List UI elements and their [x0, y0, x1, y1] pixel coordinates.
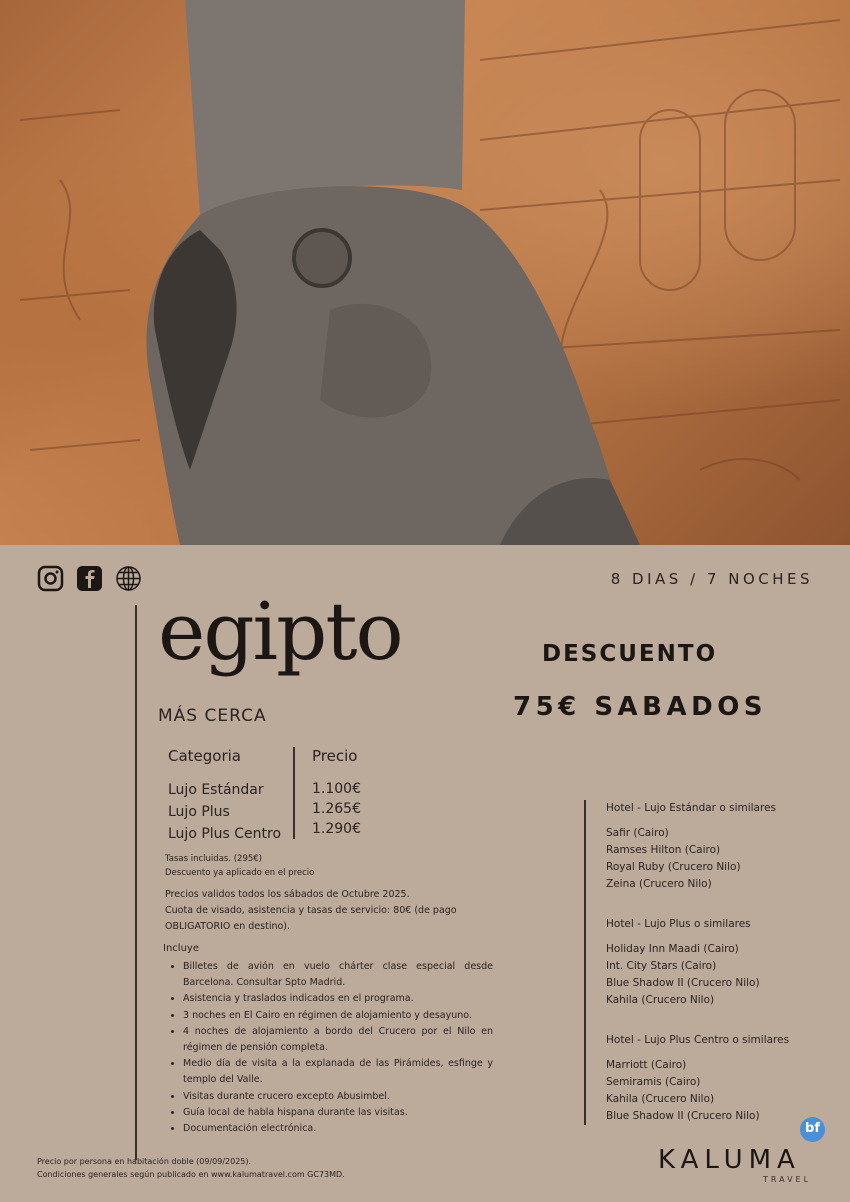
- hero-illustration: [0, 0, 850, 545]
- hotel-group-standard: [606, 800, 776, 893]
- price-table-divider: [293, 747, 295, 839]
- price-table-header-price: Precio: [312, 747, 358, 765]
- price-category: Lujo Estándar: [168, 782, 264, 798]
- social-links: [37, 565, 142, 592]
- hotel-item: Semiramis (Cairo): [606, 1076, 701, 1088]
- facebook-icon[interactable]: [76, 565, 103, 592]
- instagram-icon[interactable]: [37, 565, 64, 592]
- discount-applied: Descuento ya aplicado en el precio: [165, 868, 315, 878]
- hero-image-horus-statue: [0, 0, 850, 545]
- validity-dates: Precios validos todos los sábados de Octubre 2025.: [165, 889, 410, 900]
- price-category: Lujo Plus: [168, 804, 230, 820]
- hotel-item: Zeina (Crucero Nilo): [606, 878, 712, 890]
- price-category: Lujo Plus Centro: [168, 826, 282, 842]
- statue-eye: [294, 230, 350, 286]
- globe-icon[interactable]: [115, 565, 142, 592]
- price-table-header-category: Categoria: [168, 747, 242, 765]
- list-item: • Guía local de habla hispana durante las visitas.: [183, 1105, 493, 1121]
- destination-title: egipto: [158, 585, 402, 678]
- trip-duration: 8 DIAS / 7 NOCHES: [610, 570, 813, 588]
- hotel-item: Kahila (Crucero Nilo): [606, 1093, 715, 1105]
- statue-crown: [185, 0, 465, 215]
- promo-discount-value: 75€ SABADOS: [513, 692, 768, 722]
- footer-general-conditions: Condiciones generales según publicado en www.kalumatravel.com GC73MD.: [37, 1170, 345, 1179]
- hotel-item: Blue Shadow II (Crucero Nilo): [606, 977, 760, 989]
- hotel-group-plus: [606, 916, 760, 1009]
- hotel-group-heading: Hotel - Lujo Plus o similares: [606, 918, 751, 930]
- destination-subtitle: MÁS CERCA: [158, 706, 267, 726]
- hotel-item: Marriott (Cairo): [606, 1059, 687, 1071]
- hotel-group-plus-centro: [606, 1032, 789, 1125]
- promo-discount-label: DESCUENTO: [542, 641, 718, 667]
- list-item: • Visitas durante crucero excepto Abusimbel.: [183, 1089, 493, 1105]
- brand-logo-sub: TRAVEL: [763, 1175, 812, 1184]
- hotel-item: Blue Shadow II (Crucero Nilo): [606, 1110, 760, 1122]
- hotel-item: Holiday Inn Maadi (Cairo): [606, 943, 739, 955]
- price-table-prices: [312, 747, 361, 839]
- list-item: • Medio día de visita a la explanada de las Pirámides, esfinge y templo del Valle.: [183, 1056, 493, 1088]
- list-item: • 3 noches en El Cairo en régimen de alojamiento y desayuno.: [183, 1008, 493, 1024]
- footer-price-basis: Precio por persona en habitación doble (09/09/2025).: [37, 1157, 252, 1166]
- visa-fee-note: Cuota de visado, asistencia y tasas de servicio: 80€ (de pago OBLIGATORIO en destino).: [165, 905, 457, 932]
- left-divider: [135, 605, 137, 1160]
- list-item: • 4 noches de alojamiento a bordo del Crucero por el Nilo en régimen de pensión completa.: [183, 1024, 493, 1056]
- list-item: • Asistencia y traslados indicados en el programa.: [183, 991, 493, 1007]
- hotel-group-heading: Hotel - Lujo Estándar o similares: [606, 802, 777, 814]
- hotel-item: Safir (Cairo): [606, 827, 669, 839]
- price-value: 1.265€: [312, 801, 361, 817]
- price-value: 1.100€: [312, 781, 361, 797]
- list-item: • Billetes de avión en vuelo chárter clase especial desde Barcelona. Consultar Spto Madrid.: [183, 959, 493, 991]
- footer-conditions: [37, 1155, 345, 1181]
- hotel-group-heading: Hotel - Lujo Plus Centro o similares: [606, 1034, 790, 1046]
- bf-badge: bf: [800, 1117, 825, 1142]
- hotel-item: Kahila (Crucero Nilo): [606, 994, 715, 1006]
- price-value: 1.290€: [312, 821, 361, 837]
- hotel-item: Int. City Stars (Cairo): [606, 960, 717, 972]
- includes-list: [170, 959, 493, 1137]
- hotels-divider: [584, 800, 586, 1125]
- price-table-categories: [168, 747, 281, 845]
- hotel-item: Ramses Hilton (Cairo): [606, 844, 721, 856]
- taxes-included: Tasas incluidas. (295€): [165, 854, 262, 864]
- includes-title: Incluye: [163, 943, 199, 954]
- list-item: • Documentación electrónica.: [183, 1121, 493, 1137]
- taxes-note: [165, 852, 314, 880]
- hotel-item: Royal Ruby (Crucero Nilo): [606, 861, 741, 873]
- validity-notes: [165, 887, 510, 935]
- brand-logo: KALUMA: [658, 1145, 801, 1175]
